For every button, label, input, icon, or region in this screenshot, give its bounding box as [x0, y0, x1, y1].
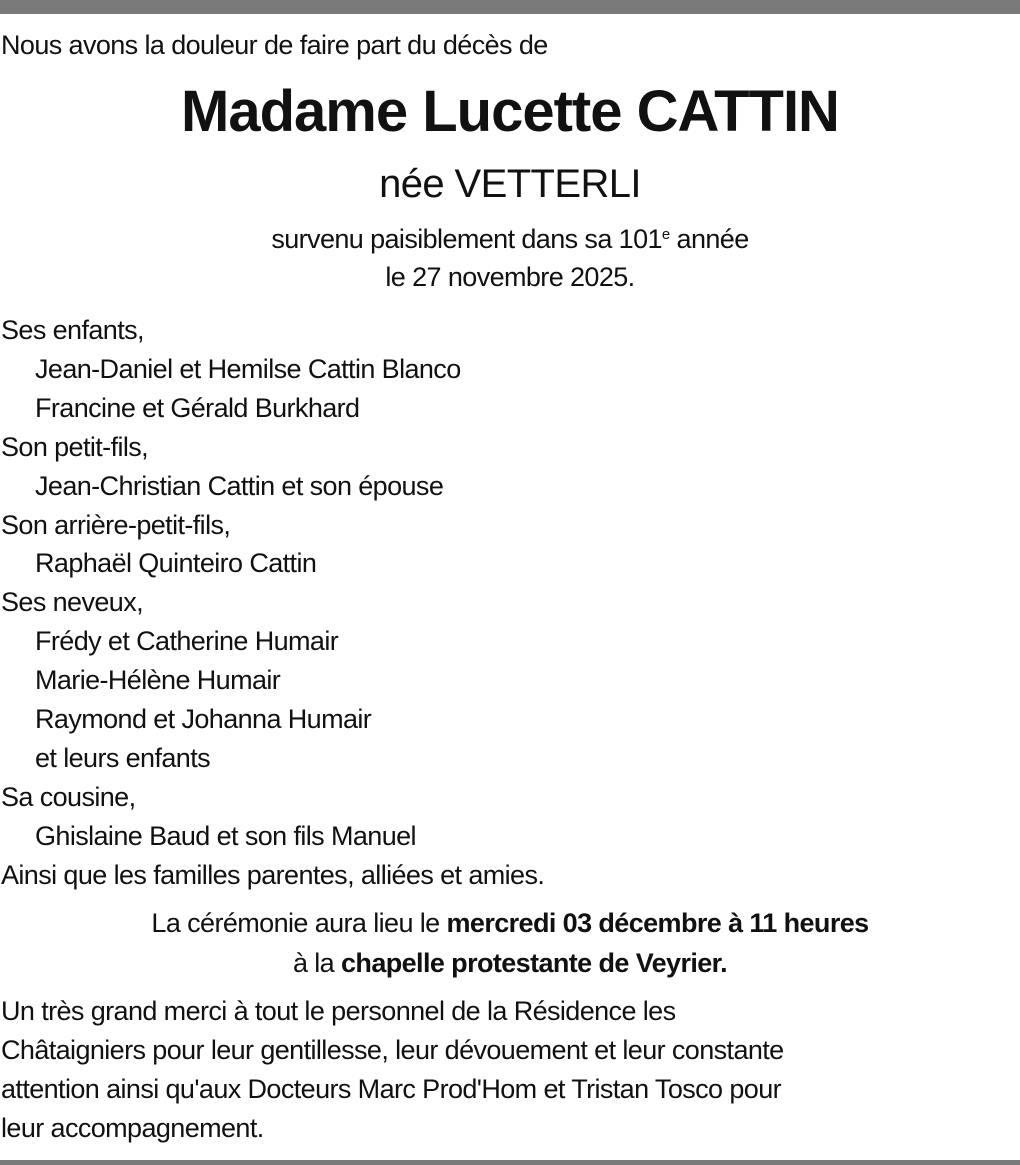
- ceremony-prefix: La cérémonie aura lieu le: [151, 908, 447, 938]
- family-relation-heading: Ses neveux,: [1, 587, 143, 618]
- family-member: et leurs enfants: [35, 742, 211, 773]
- family-relation-heading: Ses enfants,: [1, 315, 144, 345]
- family-relation-heading: Ainsi que les familles parentes, alliées et amies.: [1, 859, 545, 890]
- thanks-line: Châtaigniers pour leur gentillesse, leur dévouement et leur constante: [1, 1034, 784, 1065]
- top-border-rule: [0, 0, 1020, 14]
- ceremony-location: chapelle protestante de Veyrier.: [341, 948, 728, 978]
- family-relation-heading: Sa cousine,: [1, 781, 136, 812]
- thanks-line: leur accompagnement.: [1, 1112, 264, 1143]
- family-member: Jean-Christian Cattin et son épouse: [35, 470, 444, 501]
- passing-date: le 27 novembre 2025.: [385, 262, 635, 292]
- ceremony-location-prefix: à la: [292, 948, 342, 978]
- ceremony-info: [0, 903, 1020, 983]
- passing-info: [0, 220, 1020, 296]
- passing-line-1: [0, 220, 1020, 258]
- family-member: Ghislaine Baud et son fils Manuel: [35, 820, 416, 851]
- ceremony-line-2: [0, 943, 1020, 983]
- family-relation-heading: Son arrière-petit-fils,: [1, 509, 231, 540]
- deceased-name: Madame Lucette CATTIN: [181, 79, 839, 144]
- family-relation-heading: Son petit-fils,: [1, 431, 149, 462]
- family-member: Raphaël Quinteiro Cattin: [35, 548, 317, 579]
- ceremony-datetime: mercredi 03 décembre à 11 heures: [446, 908, 869, 938]
- bottom-border-rule: [0, 1160, 1020, 1165]
- family-list: [1, 311, 544, 895]
- ordinal-suffix: e: [661, 226, 670, 243]
- ceremony-line-1: [0, 903, 1020, 943]
- family-member: Jean-Daniel et Hemilse Cattin Blanco: [35, 353, 461, 384]
- passing-year-word: année: [669, 224, 749, 254]
- family-member: Raymond et Johanna Humair: [35, 704, 372, 735]
- maiden-name: née VETTERLI: [379, 162, 641, 206]
- thanks-line: attention ainsi qu'aux Docteurs Marc Prod'Hom et Tristan Tosco pour: [1, 1073, 782, 1104]
- family-member: Marie-Hélène Humair: [35, 665, 281, 696]
- family-member: Frédy et Catherine Humair: [35, 626, 339, 657]
- thanks-line: Un très grand merci à tout le personnel de la Résidence les: [1, 996, 676, 1026]
- thanks-paragraph: [1, 992, 1001, 1148]
- passing-age-text: survenu paisiblement dans sa 101: [271, 224, 662, 254]
- intro-text: Nous avons la douleur de faire part du décès de: [1, 30, 548, 60]
- family-member: Francine et Gérald Burkhard: [35, 392, 360, 423]
